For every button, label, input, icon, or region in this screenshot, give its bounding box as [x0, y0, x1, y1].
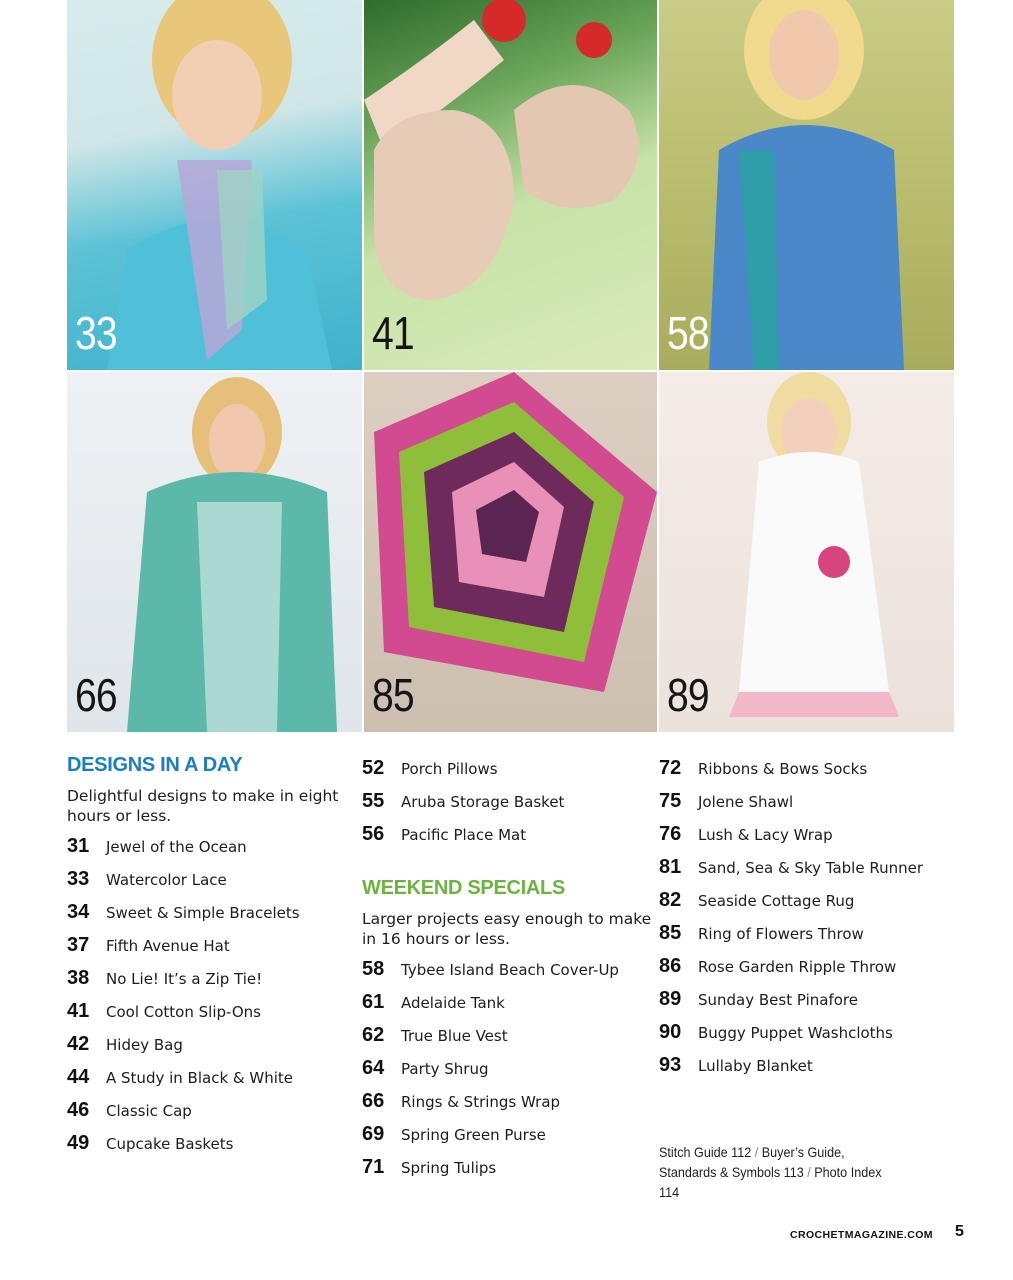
toc-title: Buggy Puppet Washcloths: [698, 1023, 893, 1042]
toc-title: Cool Cotton Slip-Ons: [106, 1002, 261, 1021]
toc-entry[interactable]: [362, 953, 652, 986]
toc-title: Sunday Best Pinafore: [698, 990, 858, 1009]
designs-in-a-day-description: Delightful designs to make in eight hours or less.: [67, 787, 339, 825]
weekend-specials-list-continued: [659, 752, 959, 1082]
photo-page-number: 85: [372, 669, 414, 721]
toc-entry[interactable]: [362, 986, 652, 1019]
toc-entry[interactable]: [362, 1085, 652, 1118]
toc-title: Fifth Avenue Hat: [106, 936, 230, 955]
toc-entry[interactable]: [67, 863, 357, 896]
toc-page-number: 56: [362, 823, 385, 845]
toc-page-number: 64: [362, 1057, 385, 1079]
photo-ring-of-flowers-throw: [364, 372, 657, 732]
toc-entry[interactable]: [67, 1094, 357, 1127]
toc-entry[interactable]: [659, 785, 959, 818]
toc-title: No Lie! It’s a Zip Tie!: [106, 969, 263, 988]
weekend-specials-description: Larger projects easy enough to make in 16 hours or less.: [362, 910, 652, 948]
toc-entry[interactable]: [67, 1127, 357, 1160]
toc-title: Sweet & Simple Bracelets: [106, 903, 300, 922]
toc-column-3: [659, 752, 959, 1082]
toc-title: Lullaby Blanket: [698, 1056, 813, 1075]
reference-index-note: [659, 1142, 902, 1202]
toc-title: Hidey Bag: [106, 1035, 183, 1054]
toc-entry[interactable]: [67, 929, 357, 962]
photo-index-ref[interactable]: Photo Index 114: [659, 1164, 882, 1200]
designs-in-a-day-heading: DESIGNS IN A DAY: [67, 754, 243, 776]
toc-entry[interactable]: [67, 962, 357, 995]
toc-page-number: 75: [659, 790, 682, 812]
toc-title: Sand, Sea & Sky Table Runner: [698, 858, 923, 877]
photo-page-number: 33: [75, 307, 117, 359]
toc-entry[interactable]: [659, 983, 959, 1016]
toc-page-number: 31: [67, 835, 90, 857]
toc-entry[interactable]: [659, 917, 959, 950]
toc-page-number: 85: [659, 922, 682, 944]
photo-watercolor-lace: [67, 0, 362, 370]
toc-entry[interactable]: [659, 851, 959, 884]
toc-title: Spring Green Purse: [401, 1125, 546, 1144]
toc-entry[interactable]: [659, 1049, 959, 1082]
designs-in-a-day-list: [67, 830, 357, 1160]
toc-entry[interactable]: [362, 1019, 652, 1052]
photo-sunday-best-pinafore: [659, 372, 954, 732]
toc-title: Rose Garden Ripple Throw: [698, 957, 897, 976]
buyers-guide-ref[interactable]: Buyer’s Guide, Standards & Symbols 113: [659, 1144, 845, 1180]
toc-title: Cupcake Baskets: [106, 1134, 234, 1153]
toc-title: Classic Cap: [106, 1101, 192, 1120]
toc-entry[interactable]: [67, 896, 357, 929]
toc-page-number: 42: [67, 1033, 90, 1055]
toc-page-number: 93: [659, 1054, 682, 1076]
photo-rings-and-strings-wrap: [67, 372, 362, 732]
toc-page-number: 58: [362, 958, 385, 980]
toc-page-number: 55: [362, 790, 385, 812]
toc-page-number: 82: [659, 889, 682, 911]
toc-title: Seaside Cottage Rug: [698, 891, 855, 910]
toc-entry[interactable]: [362, 1118, 652, 1151]
toc-page-number: 90: [659, 1021, 682, 1043]
toc-column-2: [362, 752, 652, 1184]
toc-page-number: 81: [659, 856, 682, 878]
toc-entry[interactable]: [362, 818, 652, 851]
toc-page-number: 46: [67, 1099, 90, 1121]
toc-page-number: 33: [67, 868, 90, 890]
toc-title: True Blue Vest: [401, 1026, 508, 1045]
toc-title: Watercolor Lace: [106, 870, 227, 889]
separator: /: [807, 1164, 811, 1180]
toc-title: Party Shrug: [401, 1059, 489, 1078]
toc-entry[interactable]: [67, 830, 357, 863]
toc-page-number: 37: [67, 934, 90, 956]
toc-page-number: 34: [67, 901, 90, 923]
toc-entry[interactable]: [659, 818, 959, 851]
toc-page-number: 44: [67, 1066, 90, 1088]
toc-entry[interactable]: [362, 1151, 652, 1184]
toc-title: Lush & Lacy Wrap: [698, 825, 833, 844]
toc-entry[interactable]: [67, 1061, 357, 1094]
site-url[interactable]: CROCHETMAGAZINE.COM: [790, 1229, 933, 1241]
toc-entry[interactable]: [67, 995, 357, 1028]
toc-page-number: 71: [362, 1156, 385, 1178]
toc-title: Pacific Place Mat: [401, 825, 527, 844]
toc-page-number: 66: [362, 1090, 385, 1112]
photo-cool-cotton-slip-ons: [364, 0, 657, 370]
toc-page-number: 76: [659, 823, 682, 845]
toc-entry[interactable]: [659, 1016, 959, 1049]
toc-title: Ribbons & Bows Socks: [698, 759, 868, 778]
toc-page-number: 86: [659, 955, 682, 977]
toc-page-number: 89: [659, 988, 682, 1010]
photo-page-number: 58: [667, 307, 709, 359]
toc-title: Ring of Flowers Throw: [698, 924, 864, 943]
toc-entry[interactable]: [67, 1028, 357, 1061]
stitch-guide-ref[interactable]: Stitch Guide 112: [659, 1144, 752, 1160]
toc-title: Jewel of the Ocean: [106, 837, 247, 856]
weekend-specials-list: [362, 953, 652, 1184]
toc-entry[interactable]: [659, 752, 959, 785]
photo-page-number: 66: [75, 669, 117, 721]
toc-entry[interactable]: [362, 785, 652, 818]
toc-page-number: 38: [67, 967, 90, 989]
separator: /: [754, 1144, 759, 1160]
designs-in-a-day-list-continued: [362, 752, 652, 851]
toc-page-number: 49: [67, 1132, 90, 1154]
photo-tybee-island-cover-up: [659, 0, 954, 370]
toc-column-1: [67, 752, 357, 1160]
toc-entry[interactable]: [659, 884, 959, 917]
toc-title: Rings & Strings Wrap: [401, 1092, 561, 1111]
toc-page-number: 72: [659, 757, 682, 779]
toc-title: Spring Tulips: [401, 1158, 497, 1177]
toc-page-number: 52: [362, 757, 385, 779]
toc-page-number: 41: [67, 1000, 90, 1022]
toc-page-number: 61: [362, 991, 385, 1013]
photo-page-number: 41: [372, 307, 414, 359]
toc-page-number: 62: [362, 1024, 385, 1046]
toc-title: Tybee Island Beach Cover-Up: [401, 960, 619, 979]
toc-title: Aruba Storage Basket: [401, 792, 565, 811]
toc-title: A Study in Black & White: [106, 1068, 293, 1087]
toc-title: Adelaide Tank: [401, 993, 505, 1012]
photo-page-number: 89: [667, 669, 709, 721]
toc-title: Jolene Shawl: [698, 792, 794, 811]
page-number: 5: [955, 1223, 964, 1240]
weekend-specials-heading: WEEKEND SPECIALS: [362, 877, 566, 899]
toc-entry[interactable]: [362, 752, 652, 785]
toc-title: Porch Pillows: [401, 759, 498, 778]
toc-entry[interactable]: [362, 1052, 652, 1085]
toc-entry[interactable]: [659, 950, 959, 983]
toc-page-number: 69: [362, 1123, 385, 1145]
